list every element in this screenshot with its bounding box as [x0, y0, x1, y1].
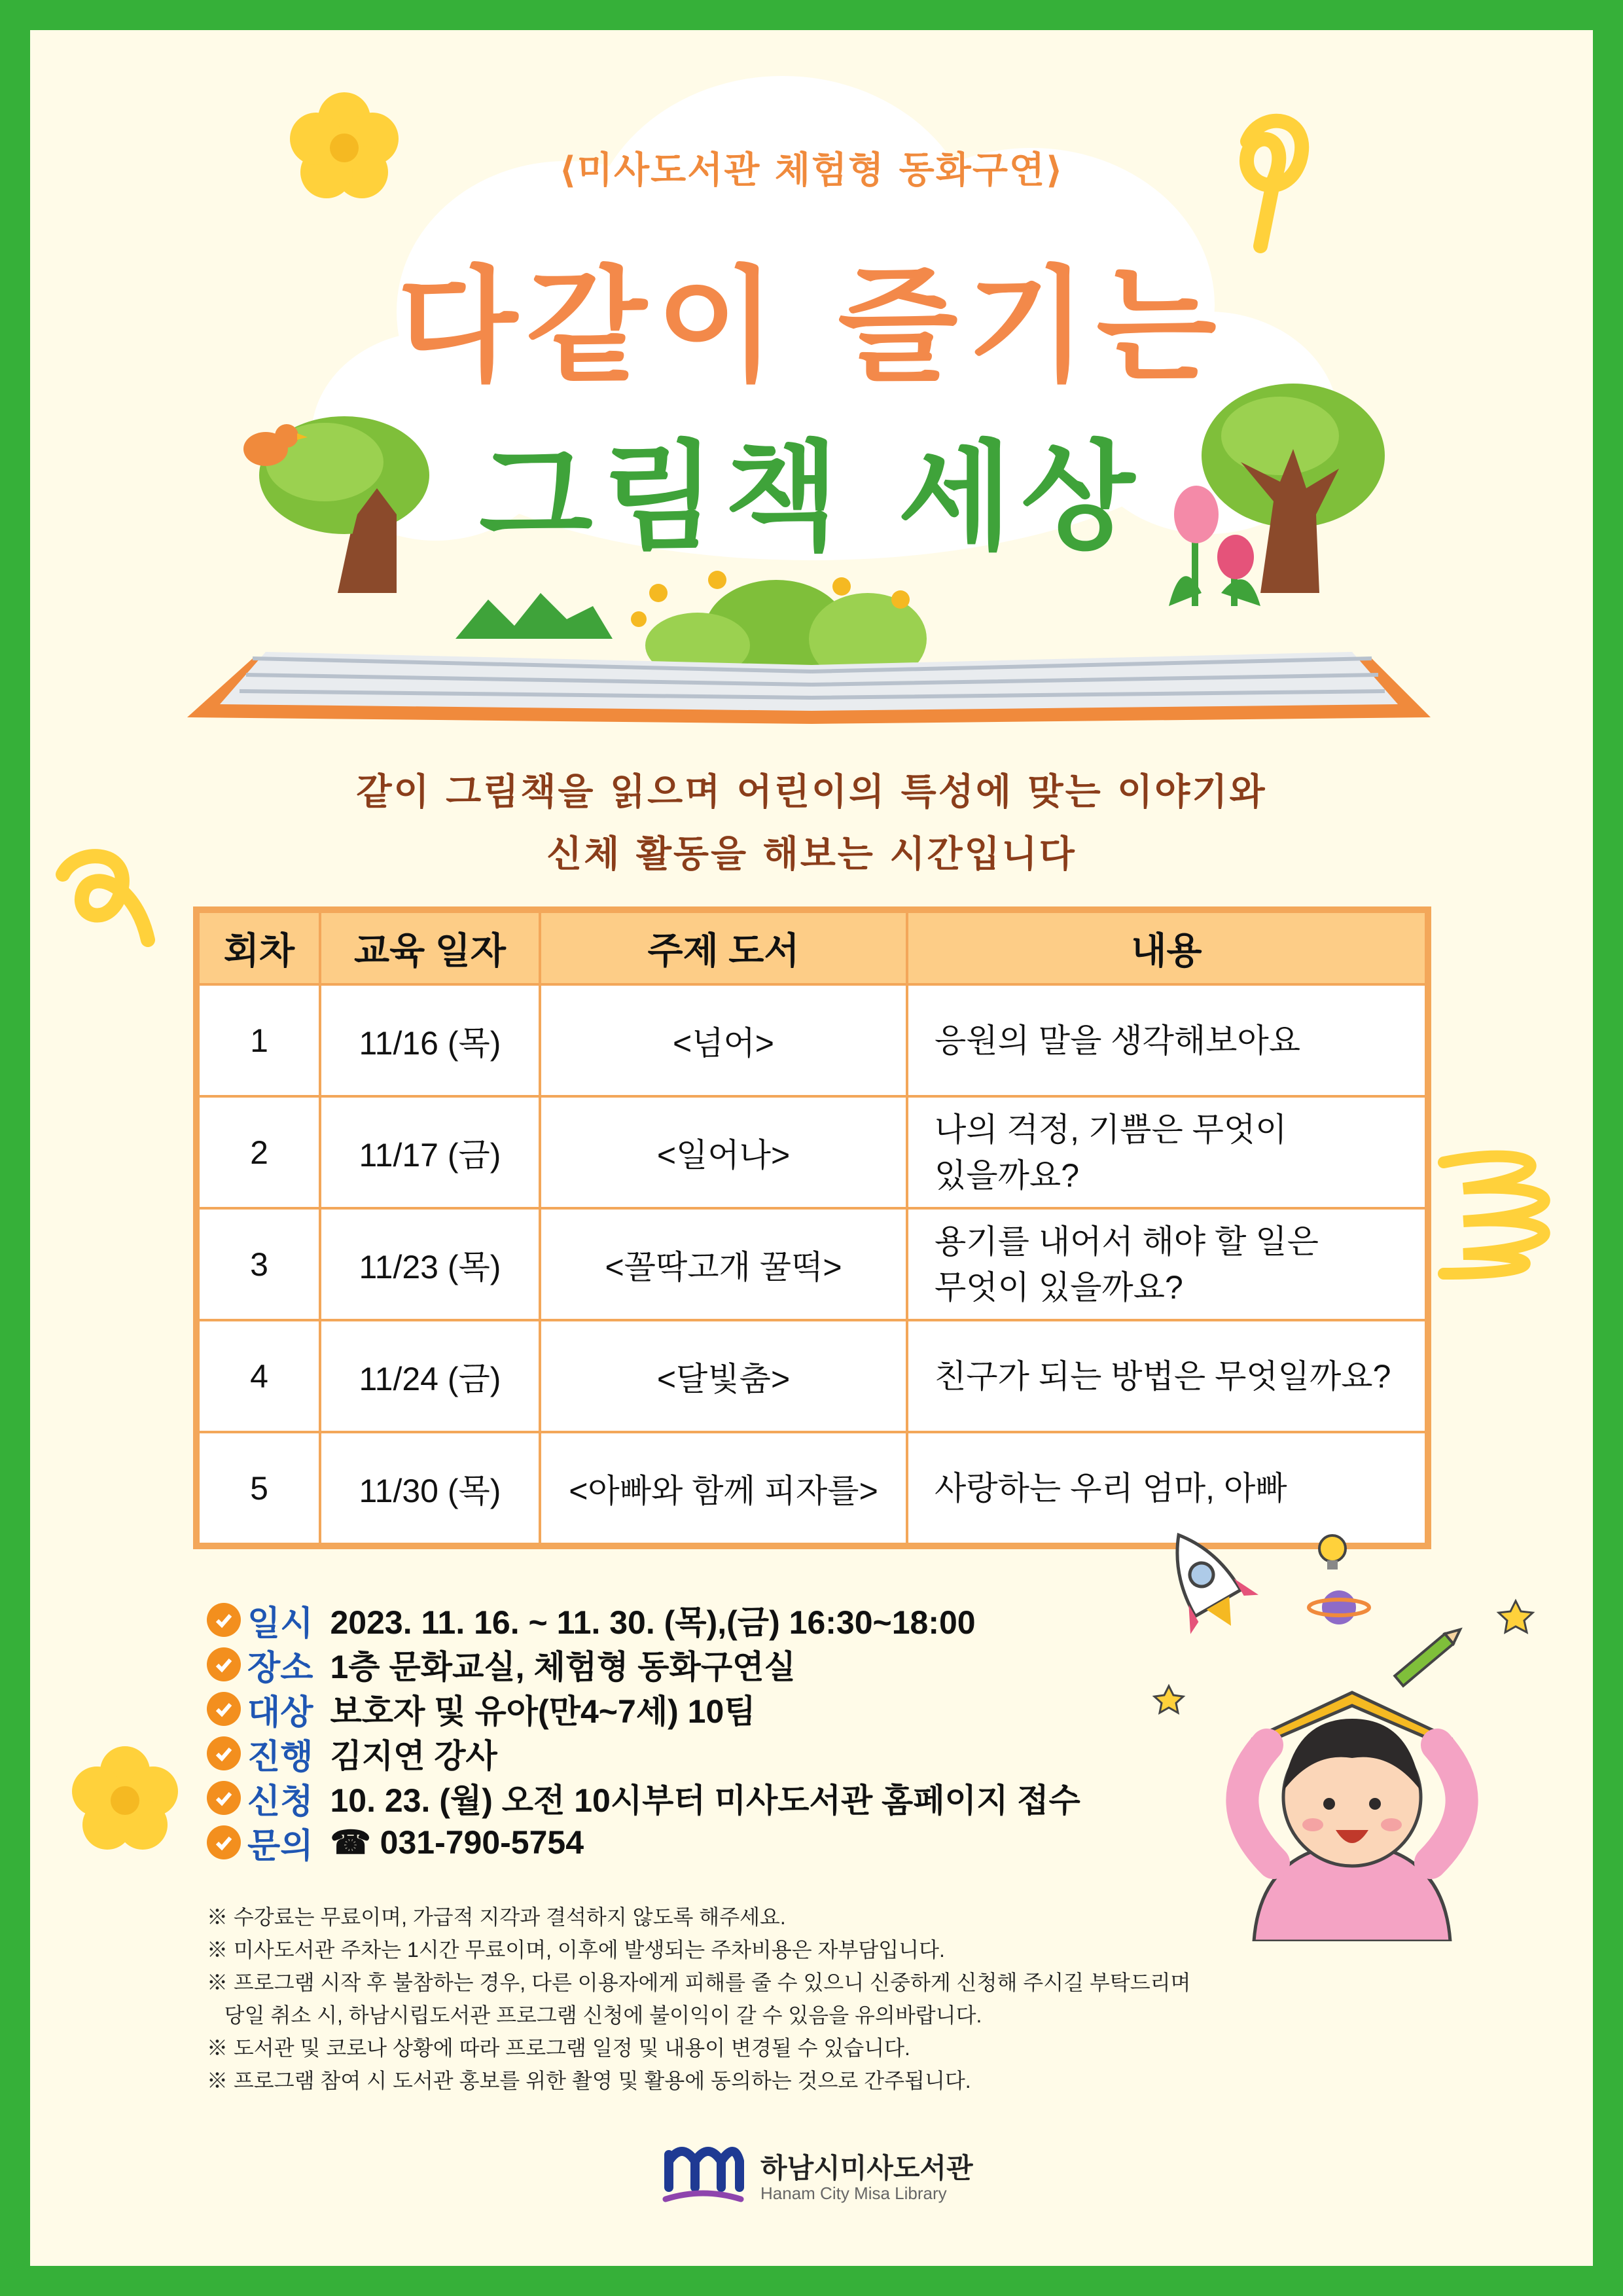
planet-icon — [1309, 1590, 1369, 1624]
header-book: 주제 도서 — [540, 912, 907, 984]
cell-session: 3 — [198, 1208, 320, 1320]
note-line: ※ 프로그램 참여 시 도서관 홍보를 위한 촬영 및 활용에 동의하는 것으로 간주됩니다. — [207, 2069, 971, 2092]
detail-label: 문의 — [247, 1827, 313, 1865]
library-logo-icon — [662, 2142, 747, 2214]
cell-session: 2 — [198, 1096, 320, 1208]
cell-date: 11/23 (목) — [320, 1208, 540, 1320]
cell-date: 11/16 (목) — [320, 984, 540, 1096]
flower-lower-icon — [69, 1745, 181, 1856]
spring-icon — [1424, 1136, 1581, 1287]
cell-book: <달빛춤> — [540, 1320, 907, 1432]
content-line-1: 응원의 말을 생각해보아요 — [935, 1022, 1301, 1059]
cell-book: <꼴딱고개 꿀떡> — [540, 1208, 907, 1320]
cell-book: <넘어> — [540, 984, 907, 1096]
check-icon — [207, 1781, 241, 1815]
table-row — [198, 984, 1426, 1096]
check-icon — [207, 1825, 241, 1859]
title-line-2: 그림책 세상 — [478, 429, 1145, 566]
detail-inquiry — [207, 1821, 584, 1863]
check-icon — [207, 1647, 241, 1681]
cell-date: 11/17 (금) — [320, 1096, 540, 1208]
cell-date: 11/24 (금) — [320, 1320, 540, 1432]
lightbulb-icon — [1319, 1535, 1346, 1570]
cell-session: 5 — [198, 1432, 320, 1544]
cell-content — [907, 984, 1426, 1096]
content-line-1: 사랑하는 우리 엄마, 아빠 — [935, 1469, 1287, 1507]
detail-value: ☎ 031-790-5754 — [330, 1824, 584, 1861]
program-subtitle: ⟨미사도서관 체험형 동화구연⟩ — [559, 149, 1064, 192]
detail-value: 보호자 및 유아(만4~7세) 10팀 — [330, 1693, 756, 1730]
check-icon — [207, 1736, 241, 1770]
header-content: 내용 — [907, 912, 1426, 984]
table-row — [198, 1208, 1426, 1320]
header-session: 회차 — [198, 912, 320, 984]
header-date: 교육 일자 — [320, 912, 540, 984]
detail-value: 2023. 11. 16. ~ 11. 30. (목),(금) 16:30~18:00 — [330, 1604, 976, 1641]
note-line: ※ 미사도서관 주차는 1시간 무료이며, 이후에 발생되는 주차비용은 자부담입니다. — [207, 1938, 945, 1962]
detail-value: 김지연 강사 — [330, 1738, 497, 1774]
detail-value: 1층 문화교실, 체험형 동화구연실 — [330, 1649, 796, 1685]
intro-line-1: 같이 그림책을 읽으며 어린이의 특성에 맞는 이야기와 — [356, 771, 1267, 814]
content-line-1: 친구가 되는 방법은 무엇일까요? — [935, 1357, 1391, 1395]
swirl-left-icon — [50, 842, 168, 960]
table-header-row — [198, 912, 1426, 984]
detail-label: 진행 — [247, 1738, 313, 1776]
note-line: ※ 도서관 및 코로나 상황에 따라 프로그램 일정 및 내용이 변경될 수 있습니다. — [207, 2036, 910, 2060]
library-name-english: Hanam City Misa Library — [760, 2183, 947, 2203]
cell-session: 4 — [198, 1320, 320, 1432]
content-line-2: 무엇이 있을까요? — [935, 1268, 1183, 1306]
poster-inner — [30, 30, 1593, 2266]
detail-date — [207, 1599, 976, 1641]
content-line-2: 있을까요? — [935, 1157, 1080, 1194]
note-line: ※ 수강료는 무료이며, 가급적 지각과 결석하지 않도록 해주세요. — [207, 1905, 786, 1929]
library-name-korean: 하남시미사도서관 — [760, 2153, 973, 2183]
table-row — [198, 1320, 1426, 1432]
cell-date: 11/30 (목) — [320, 1432, 540, 1544]
note-line: 당일 취소 시, 하남시립도서관 프로그램 신청에 불이익이 갈 수 있음을 유의바랍니다. — [207, 2003, 982, 2027]
cell-content — [907, 1208, 1426, 1320]
detail-target — [207, 1688, 756, 1730]
rocket-icon — [1145, 1522, 1265, 1645]
check-icon — [207, 1692, 241, 1726]
pencil-icon — [1395, 1624, 1464, 1686]
cell-session: 1 — [198, 984, 320, 1096]
detail-application — [207, 1777, 1080, 1819]
detail-label: 신청 — [247, 1782, 313, 1821]
detail-place — [207, 1643, 796, 1685]
detail-instructor — [207, 1732, 497, 1774]
boy-reading-illustration — [1143, 1522, 1561, 1941]
detail-value: 10. 23. (월) 오전 10시부터 미사도서관 홈페이지 접수 — [330, 1782, 1080, 1819]
cell-content — [907, 1096, 1426, 1208]
cell-book: <아빠와 함께 피자를> — [540, 1432, 907, 1544]
table-row — [198, 1096, 1426, 1208]
cell-content — [907, 1320, 1426, 1432]
content-line-1: 용기를 내어서 해야 할 일은 — [935, 1223, 1319, 1260]
detail-label: 장소 — [247, 1649, 313, 1687]
content-line-1: 나의 걱정, 기쁨은 무엇이 — [935, 1111, 1287, 1148]
detail-label: 일시 — [247, 1604, 313, 1643]
intro-line-2: 신체 활동을 해보는 시간입니다 — [546, 833, 1077, 876]
detail-label: 대상 — [247, 1693, 313, 1732]
check-icon — [207, 1603, 241, 1637]
note-line: ※ 프로그램 시작 후 불참하는 경우, 다른 이용자에게 피해를 줄 수 있으니 신중하게 신청해 주시길 부탁드리며 — [207, 1971, 1191, 1994]
schedule-table — [197, 910, 1427, 1545]
title-line-1: 다같이 즐기는 — [397, 254, 1226, 399]
cell-book: <일어나> — [540, 1096, 907, 1208]
